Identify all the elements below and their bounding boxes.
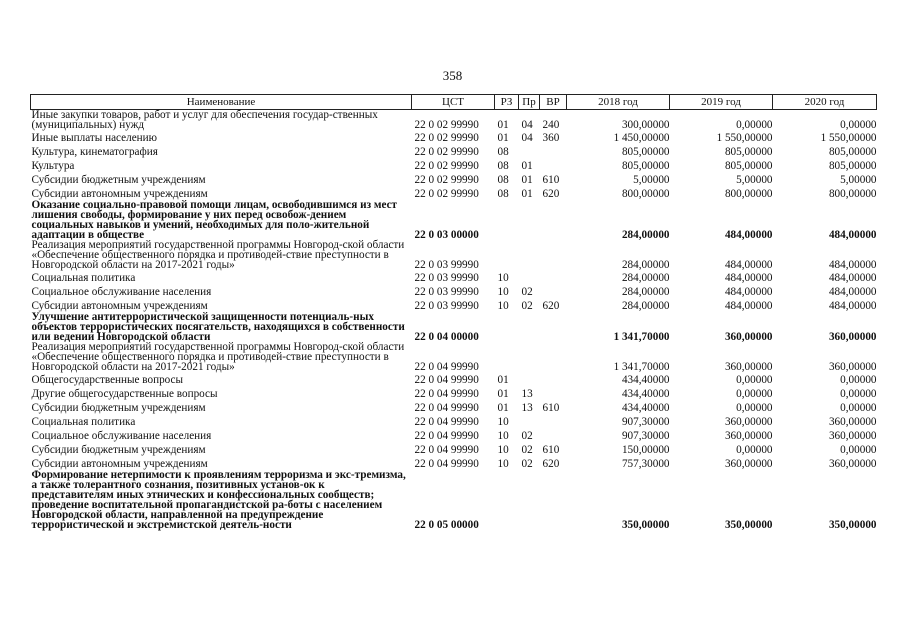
row-2020: 0,00000: [840, 444, 877, 456]
row-pr: [519, 270, 540, 284]
row-2018: 434,40000: [621, 402, 670, 414]
row-pr: 01: [521, 188, 533, 200]
row-name: Иные выплаты населению: [31, 132, 157, 144]
row-2020: 0,00000: [840, 402, 877, 414]
table-row: [31, 144, 877, 158]
row-cst: 22 0 03 99990: [414, 259, 479, 271]
row-2020: 484,00000: [828, 272, 877, 284]
row-2018: 434,40000: [621, 388, 670, 400]
row-vr: [540, 342, 567, 372]
row-pr: [519, 144, 540, 158]
table-row: [31, 372, 877, 386]
row-2019: 5,00000: [736, 174, 773, 186]
row-rz: 01: [497, 388, 509, 400]
row-2019: 484,00000: [724, 272, 773, 284]
row-2018: 300,00000: [621, 119, 670, 131]
row-2020: 5,00000: [840, 174, 877, 186]
row-name: Субсидии автономным учреждениям: [31, 300, 208, 312]
row-rz: 01: [497, 374, 509, 386]
row-vr: 620: [542, 458, 560, 470]
table-header-row: [31, 95, 877, 110]
row-2020: 360,00000: [828, 416, 877, 428]
row-name: Социальная политика: [31, 272, 136, 284]
row-2019: 0,00000: [736, 388, 773, 400]
row-vr: [540, 386, 567, 400]
row-pr: [519, 312, 540, 342]
header-2018: 2018 год: [567, 95, 670, 110]
row-2018: 434,40000: [621, 374, 670, 386]
row-vr: 610: [542, 174, 560, 186]
row-2019: 0,00000: [736, 119, 773, 131]
row-rz: 08: [497, 188, 509, 200]
row-cst: 22 0 03 99990: [414, 286, 479, 298]
row-2018: 757,30000: [621, 458, 670, 470]
row-name: Субсидии бюджетным учреждениям: [31, 444, 206, 456]
row-2019: 360,00000: [724, 458, 773, 470]
row-cst: 22 0 03 99990: [414, 300, 479, 312]
row-2018: 805,00000: [621, 160, 670, 172]
row-2018: 350,00000: [621, 519, 670, 531]
table-row: [31, 298, 877, 312]
row-rz: 01: [497, 402, 509, 414]
table-row: [31, 200, 877, 240]
row-2018: 284,00000: [621, 229, 670, 241]
row-2019: 350,00000: [724, 519, 773, 531]
table-row: [31, 428, 877, 442]
row-vr: [540, 372, 567, 386]
row-2018: 284,00000: [621, 286, 670, 298]
row-cst: 22 0 05 00000: [414, 519, 479, 531]
table-body: [31, 110, 877, 531]
row-pr: [519, 372, 540, 386]
row-vr: [540, 284, 567, 298]
row-rz: 10: [497, 286, 509, 298]
table-row: [31, 172, 877, 186]
page-number: 358: [442, 68, 463, 83]
row-cst: 22 0 02 99990: [414, 188, 479, 200]
row-cst: 22 0 02 99990: [414, 160, 479, 172]
table-row: [31, 400, 877, 414]
row-2019: 360,00000: [724, 416, 773, 428]
row-2019: 484,00000: [724, 259, 773, 271]
row-cst: 22 0 03 99990: [414, 272, 479, 284]
row-cst: 22 0 04 99990: [414, 430, 479, 442]
row-2020: 360,00000: [828, 361, 877, 373]
row-vr: [540, 240, 567, 270]
row-rz: 01: [497, 119, 509, 131]
row-2020: 484,00000: [828, 259, 877, 271]
row-rz: 10: [497, 416, 509, 428]
row-vr: [540, 200, 567, 240]
row-rz: 10: [497, 444, 509, 456]
row-2020: 0,00000: [840, 388, 877, 400]
table-row: [31, 130, 877, 144]
row-vr: [540, 414, 567, 428]
row-name: Социальное обслуживание населения: [31, 286, 212, 298]
header-pr: Пр: [519, 95, 540, 110]
row-cst: 22 0 04 99990: [414, 402, 479, 414]
row-vr: 610: [542, 402, 560, 414]
row-vr: [540, 428, 567, 442]
row-rz: [495, 200, 519, 240]
row-2019: 800,00000: [724, 188, 773, 200]
row-2020: 484,00000: [828, 300, 877, 312]
row-cst: 22 0 04 99990: [414, 444, 479, 456]
row-2019: 484,00000: [724, 286, 773, 298]
row-cst: 22 0 04 99990: [414, 416, 479, 428]
row-name: Другие общегосударственные вопросы: [31, 388, 218, 400]
row-rz: [495, 312, 519, 342]
row-vr: [540, 144, 567, 158]
row-2020: 484,00000: [828, 286, 877, 298]
row-vr: 620: [542, 300, 560, 312]
row-pr: 13: [521, 402, 533, 414]
row-pr: 04: [521, 119, 533, 131]
row-2020: 0,00000: [840, 119, 877, 131]
table-row: [31, 456, 877, 470]
row-pr: 13: [521, 388, 533, 400]
table-row: [31, 386, 877, 400]
table-row: [31, 158, 877, 172]
table-row: [31, 284, 877, 298]
table-row: [31, 442, 877, 456]
row-2019: 0,00000: [736, 374, 773, 386]
row-2019: 360,00000: [724, 361, 773, 373]
row-rz: 10: [497, 300, 509, 312]
row-2019: 0,00000: [736, 402, 773, 414]
row-rz: 08: [497, 160, 509, 172]
row-rz: [495, 240, 519, 270]
table-row: [31, 186, 877, 200]
table-row: [31, 342, 877, 372]
row-vr: [540, 312, 567, 342]
row-vr: [540, 270, 567, 284]
row-2020: 350,00000: [828, 519, 877, 531]
header-name: Наименование: [31, 95, 412, 110]
row-rz: [495, 470, 519, 530]
row-rz: 08: [497, 174, 509, 186]
row-2018: 284,00000: [621, 272, 670, 284]
row-name: Субсидии бюджетным учреждениям: [31, 174, 206, 186]
row-2019: 805,00000: [724, 160, 773, 172]
row-name: Реализация мероприятий государственной программы Новгород-ской области «Обеспечение общественного порядка и противодей-ствие преступности в Новгородской области на 2017-2021 годы»: [31, 239, 405, 271]
row-name: Социальное обслуживание населения: [31, 430, 212, 442]
row-pr: 02: [521, 286, 533, 298]
row-rz: 10: [497, 430, 509, 442]
row-2020: 0,00000: [840, 374, 877, 386]
row-pr: 01: [521, 160, 533, 172]
table-row: [31, 312, 877, 342]
row-pr: [519, 414, 540, 428]
row-2019: 360,00000: [724, 430, 773, 442]
table-row: [31, 470, 877, 530]
row-pr: [519, 342, 540, 372]
row-2020: 1 550,00000: [820, 132, 877, 144]
row-name: Социальная политика: [31, 416, 136, 428]
table-row: [31, 110, 877, 131]
row-cst: 22 0 04 99990: [414, 361, 479, 373]
row-name: Улучшение антитеррористической защищенности потенциаль-ных объектов террористических посягательств, находящихся в собственности или ведении Новгородской области: [31, 311, 405, 343]
row-rz: [495, 342, 519, 372]
row-name: Культура: [31, 160, 75, 172]
row-pr: 02: [521, 444, 533, 456]
row-name: Субсидии автономным учреждениям: [31, 458, 208, 470]
row-pr: 01: [521, 174, 533, 186]
row-vr: 240: [542, 119, 560, 131]
table-row: [31, 270, 877, 284]
row-2018: 284,00000: [621, 300, 670, 312]
row-cst: 22 0 04 99990: [414, 458, 479, 470]
table-row: [31, 240, 877, 270]
row-2020: 484,00000: [828, 229, 877, 241]
row-name: Общегосударственные вопросы: [31, 374, 184, 386]
row-2018: 1 341,70000: [613, 361, 670, 373]
row-2020: 800,00000: [828, 188, 877, 200]
header-rz: РЗ: [495, 95, 519, 110]
row-name: Культура, кинематография: [31, 146, 158, 158]
row-cst: 22 0 04 99990: [414, 388, 479, 400]
row-2018: 1 450,00000: [613, 132, 670, 144]
budget-table: [30, 94, 877, 530]
row-rz: 10: [497, 272, 509, 284]
row-2020: 360,00000: [828, 331, 877, 343]
header-vr: ВР: [540, 95, 567, 110]
row-pr: 04: [521, 132, 533, 144]
row-2019: 0,00000: [736, 444, 773, 456]
row-cst: 22 0 04 00000: [414, 331, 479, 343]
row-2020: 805,00000: [828, 160, 877, 172]
row-2020: 360,00000: [828, 430, 877, 442]
header-cst: ЦСТ: [412, 95, 495, 110]
row-rz: 01: [497, 132, 509, 144]
row-2020: 360,00000: [828, 458, 877, 470]
row-vr: [540, 158, 567, 172]
row-2018: 907,30000: [621, 430, 670, 442]
row-2019: 805,00000: [724, 146, 773, 158]
row-cst: 22 0 02 99990: [414, 119, 479, 131]
row-2018: 907,30000: [621, 416, 670, 428]
row-name: Субсидии автономным учреждениям: [31, 188, 208, 200]
row-cst: 22 0 02 99990: [414, 174, 479, 186]
table-row: [31, 414, 877, 428]
row-cst: 22 0 02 99990: [414, 132, 479, 144]
row-cst: 22 0 04 99990: [414, 374, 479, 386]
row-vr: 610: [542, 444, 560, 456]
row-rz: 10: [497, 458, 509, 470]
row-2018: 1 341,70000: [613, 331, 670, 343]
row-cst: 22 0 02 99990: [414, 146, 479, 158]
row-name: Формирование нетерпимости к проявлениям терроризма и экс-тремизма, а также толерантного сознания, позитивных установ-ок к представителям иных этнических и конфессиональных сообществ; проведение воспитательной пропагандистской ра-боты с населением Новгородской области, направленной на предупреждение террористической и экстремистской деятель-ности: [31, 469, 406, 531]
row-rz: 08: [497, 146, 509, 158]
row-pr: [519, 240, 540, 270]
row-pr: [519, 200, 540, 240]
row-pr: 02: [521, 458, 533, 470]
row-2020: 805,00000: [828, 146, 877, 158]
row-vr: 360: [542, 132, 560, 144]
row-pr: [519, 470, 540, 530]
row-cst: 22 0 03 00000: [414, 229, 479, 241]
row-pr: 02: [521, 300, 533, 312]
row-2018: 284,00000: [621, 259, 670, 271]
row-2018: 150,00000: [621, 444, 670, 456]
row-2019: 1 550,00000: [716, 132, 773, 144]
row-name: Иные закупки товаров, работ и услуг для обеспечения государ-ственных (муниципальных) нужд: [31, 109, 378, 131]
header-2020: 2020 год: [773, 95, 877, 110]
row-2019: 484,00000: [724, 229, 773, 241]
row-vr: [540, 470, 567, 530]
row-2018: 800,00000: [621, 188, 670, 200]
row-2018: 805,00000: [621, 146, 670, 158]
row-2019: 484,00000: [724, 300, 773, 312]
row-pr: 02: [521, 430, 533, 442]
header-2019: 2019 год: [670, 95, 773, 110]
row-name: Оказание социально-правовой помощи лицам, освободившимся из мест лишения свободы, формирование у них перед освобож-дением социальных навыков и умений, необходимых для поло-жительной адаптации в обществе: [31, 199, 398, 241]
row-vr: 620: [542, 188, 560, 200]
row-name: Реализация мероприятий государственной программы Новгород-ской области «Обеспечение общественного порядка и противодей-ствие преступности в Новгородской области на 2017-2021 годы»: [31, 341, 405, 373]
row-2018: 5,00000: [633, 174, 670, 186]
row-name: Субсидии бюджетным учреждениям: [31, 402, 206, 414]
row-2019: 360,00000: [724, 331, 773, 343]
